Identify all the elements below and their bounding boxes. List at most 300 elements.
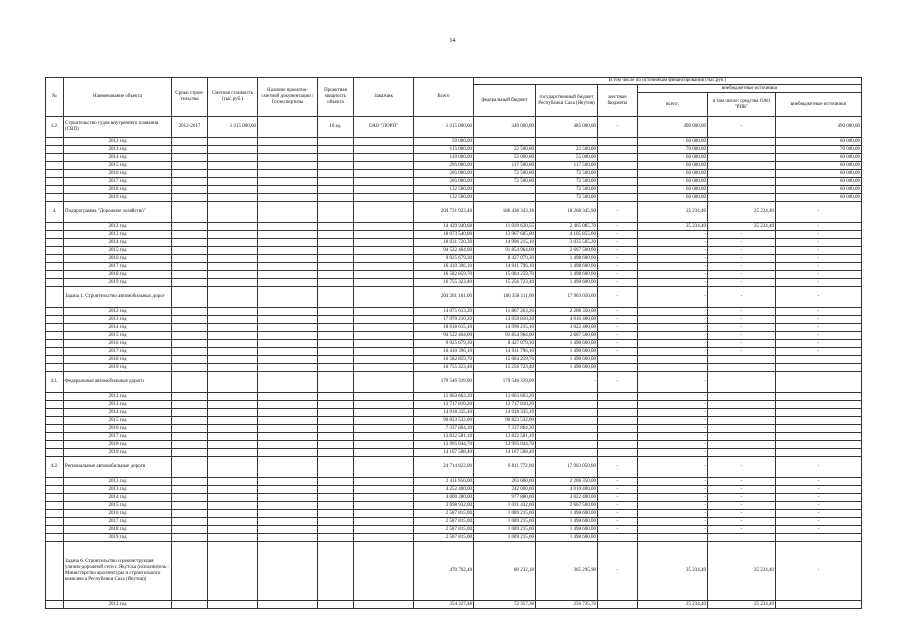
cell-rik: - [708, 518, 776, 526]
cell-oth [776, 417, 862, 425]
cell-st: 2 667 500,00 [536, 502, 598, 510]
cell-rik [708, 441, 776, 449]
cell-terms [172, 194, 208, 202]
cell-oth [776, 401, 862, 409]
cell-est [208, 441, 258, 449]
cell-ex: - [638, 287, 708, 308]
cell-st [536, 393, 598, 401]
cell-fed: 13 967 685,00 [474, 231, 536, 239]
cell-st: 1 498 600,00 [536, 356, 598, 364]
cell-ex: 70 000,00 [638, 146, 708, 154]
cell-oth: - [776, 239, 862, 247]
cell-terms [172, 263, 208, 271]
cell-name: 2013 год [64, 486, 172, 494]
cell-cap [318, 154, 354, 162]
cell-name: 2012 год [64, 478, 172, 486]
cell-oth [776, 364, 862, 372]
cell-fed: 14 167 508,40 [474, 449, 536, 457]
cell-ex: - [638, 308, 708, 316]
cell-terms [172, 526, 208, 534]
cell-terms [172, 170, 208, 178]
cell-fed: 13 822 581,10 [474, 433, 536, 441]
cell-total: 16 755 323,40 [414, 364, 474, 372]
cell-name: Задача 1. Строительство автомобильных дорог [64, 287, 172, 308]
cell-terms [172, 138, 208, 146]
cell-ex: - [638, 502, 708, 510]
cell-st: - [536, 372, 598, 393]
cell-num [46, 308, 64, 316]
cell-ex: 60 000,00 [638, 154, 708, 162]
cell-name: Региональные автомобильные дороги [64, 457, 172, 478]
cell-cust [354, 372, 414, 393]
cell-st: 1 498 600,00 [536, 510, 598, 518]
cell-fed: 11 867 263,20 [474, 308, 536, 316]
cell-est [208, 364, 258, 372]
cell-rik: - [708, 271, 776, 279]
cell-oth: - [776, 271, 862, 279]
cell-docs [258, 417, 318, 425]
cell-num [46, 146, 64, 154]
cell-total: 16 410 396,10 [414, 348, 474, 356]
cell-total: 470 762,48 [414, 542, 474, 601]
cell-ex: - [638, 332, 708, 340]
cell-total: 16 582 859,70 [414, 271, 474, 279]
cell-cap [318, 449, 354, 457]
cell-cust [354, 433, 414, 441]
cell-cust [354, 223, 414, 231]
cell-cap [318, 194, 354, 202]
cell-terms [172, 401, 208, 409]
cell-fed: 90 823 532,00 [474, 417, 536, 425]
cell-num [46, 247, 64, 255]
cell-cust [354, 332, 414, 340]
cell-ex: - [638, 478, 708, 486]
cell-loc [598, 154, 638, 162]
cell-est [208, 534, 258, 542]
cell-fed [474, 186, 536, 194]
cell-terms [172, 601, 208, 609]
cell-rik: - [708, 526, 776, 534]
cell-ex: - [638, 494, 708, 502]
cell-oth: - [776, 324, 862, 332]
cell-num [46, 316, 64, 324]
financing-table [45, 77, 862, 609]
cell-st: 2 667 500,00 [536, 247, 598, 255]
cell-loc: - [598, 324, 638, 332]
cell-name: Федеральные автомобильные дороги [64, 372, 172, 393]
cell-terms [172, 409, 208, 417]
cell-loc: - [598, 271, 638, 279]
cell-oth: - [776, 231, 862, 239]
cell-oth: - [776, 223, 862, 231]
cell-loc [598, 146, 638, 154]
cell-loc [598, 534, 638, 542]
cell-oth: 60 000,00 [776, 186, 862, 194]
cell-fed: 14 996 215,10 [474, 324, 536, 332]
cell-loc: - [598, 332, 638, 340]
cell-terms [172, 146, 208, 154]
year-row [46, 348, 862, 356]
cell-name: Строительство судов внутреннего плавания (СВП) [64, 117, 172, 138]
cell-cap [318, 409, 354, 417]
cell-cust [354, 154, 414, 162]
cell-docs [258, 364, 318, 372]
year-row [46, 393, 862, 401]
cell-loc [598, 178, 638, 186]
cell-st: 18 268 345,90 [536, 202, 598, 223]
cell-ex: - [638, 518, 708, 526]
cell-cust [354, 279, 414, 287]
cell-fed: 1 089 215,00 [474, 510, 536, 518]
cell-cust [354, 502, 414, 510]
year-row [46, 449, 862, 457]
cell-est [208, 542, 258, 601]
cell-cap [318, 542, 354, 601]
cell-loc: - [598, 247, 638, 255]
cell-st [536, 433, 598, 441]
cell-total: 14 167 508,40 [414, 449, 474, 457]
cell-rik [708, 364, 776, 372]
cell-name: 2016 год [64, 255, 172, 263]
cell-ex: - [638, 425, 708, 433]
cell-cap [318, 239, 354, 247]
cell-name: 2013 год [64, 401, 172, 409]
cell-docs [258, 117, 318, 138]
cell-total: 115 000,00 [414, 146, 474, 154]
cell-terms [172, 356, 208, 364]
cell-total: 179 546 339,00 [414, 372, 474, 393]
cell-name: 2015 год [64, 332, 172, 340]
cell-ex: 60 000,00 [638, 162, 708, 170]
cell-oth: 70 000,00 [776, 146, 862, 154]
cell-terms [172, 340, 208, 348]
cell-est [208, 393, 258, 401]
cell-cap [318, 279, 354, 287]
cell-ex: 25 234,40 [638, 601, 708, 609]
cell-name: 2012 год [64, 308, 172, 316]
cell-name: 2018 год [64, 526, 172, 534]
cell-cap [318, 601, 354, 609]
cell-docs [258, 348, 318, 356]
cell-name: 2012 год [64, 393, 172, 401]
cell-rik: - [708, 255, 776, 263]
cell-est [208, 401, 258, 409]
cell-oth [776, 534, 862, 542]
cell-total: 94 522 464,00 [414, 247, 474, 255]
cell-cust [354, 356, 414, 364]
cell-rik: 25 234,40 [708, 542, 776, 601]
cell-st: 365 295,90 [536, 542, 598, 601]
cell-st: 72 500,00 [536, 170, 598, 178]
cell-cust [354, 202, 414, 223]
cell-terms [172, 393, 208, 401]
cell-name: 2012 год [64, 223, 172, 231]
header-terms: Сроки строи-тельства [172, 78, 208, 117]
cell-est [208, 287, 258, 308]
cell-name: 2014 год [64, 409, 172, 417]
cell-fed: 179 546 339,00 [474, 372, 536, 393]
year-row [46, 340, 862, 348]
section-row [46, 457, 862, 478]
cell-st: 72 500,00 [536, 194, 598, 202]
cell-oth: 490 000,00 [776, 117, 862, 138]
cell-fed: 15 084 259,70 [474, 271, 536, 279]
section-row [46, 202, 862, 223]
cell-fed: 8 427 079,30 [474, 340, 536, 348]
cell-terms [172, 457, 208, 478]
cell-est [208, 494, 258, 502]
cell-terms [172, 478, 208, 486]
cell-rik: - [708, 117, 776, 138]
cell-rik [708, 534, 776, 542]
cell-fed: 15 256 723,40 [474, 364, 536, 372]
cell-num: 3.2. [46, 117, 64, 138]
cell-num [46, 433, 64, 441]
cell-ex: 490 000,00 [638, 117, 708, 138]
year-row [46, 417, 862, 425]
year-row [46, 162, 862, 170]
cell-st [536, 401, 598, 409]
cell-fed [474, 194, 536, 202]
year-row [46, 526, 862, 534]
cell-total: 295 000,00 [414, 162, 474, 170]
cell-oth: - [776, 279, 862, 287]
cell-fed: 14 911 796,10 [474, 348, 536, 356]
cell-ex: - [638, 393, 708, 401]
cell-fed [474, 138, 536, 146]
cell-name: 2016 год [64, 340, 172, 348]
cell-ex: - [638, 457, 708, 478]
cell-est [208, 271, 258, 279]
year-row [46, 425, 862, 433]
cell-terms [172, 162, 208, 170]
cell-terms [172, 154, 208, 162]
cell-oth [776, 393, 862, 401]
cell-num [46, 255, 64, 263]
cell-docs [258, 255, 318, 263]
cell-rik [708, 393, 776, 401]
cell-docs [258, 542, 318, 601]
cell-name: 2018 год [64, 441, 172, 449]
cell-loc [598, 409, 638, 417]
cell-loc: - [598, 510, 638, 518]
cell-ex: 60 000,00 [638, 186, 708, 194]
cell-total: 110 000,00 [414, 154, 474, 162]
cell-cap [318, 510, 354, 518]
cell-fed: 55 000,00 [474, 154, 536, 162]
cell-est [208, 526, 258, 534]
cell-docs [258, 502, 318, 510]
cell-st: 1 498 600,00 [536, 340, 598, 348]
cell-est [208, 486, 258, 494]
cell-name: 2015 год [64, 502, 172, 510]
cell-num [46, 518, 64, 526]
cell-cap [318, 271, 354, 279]
cell-cap: 10 ед. [318, 117, 354, 138]
cell-rik: 25 234,40 [708, 601, 776, 609]
cell-name: 2013 год [64, 146, 172, 154]
cell-terms [172, 255, 208, 263]
cell-cust [354, 170, 414, 178]
cell-loc: - [598, 117, 638, 138]
cell-ex: - [638, 263, 708, 271]
cell-total: 14 429 940,68 [414, 223, 474, 231]
cell-total: 9 925 679,30 [414, 255, 474, 263]
cell-terms [172, 502, 208, 510]
cell-cust [354, 401, 414, 409]
cell-fed: 14 996 215,10 [474, 239, 536, 247]
cell-docs [258, 138, 318, 146]
cell-oth: - [776, 202, 862, 223]
cell-fed: 242 000,00 [474, 486, 536, 494]
cell-oth [776, 356, 862, 364]
cell-cap [318, 340, 354, 348]
cell-total: 17 970 210,20 [414, 316, 474, 324]
cell-cust [354, 534, 414, 542]
cell-rik: - [708, 510, 776, 518]
cell-est [208, 417, 258, 425]
cell-rik [708, 409, 776, 417]
cell-cust [354, 364, 414, 372]
cell-cap [318, 502, 354, 510]
cell-name: 2019 год [64, 534, 172, 542]
cell-cust [354, 287, 414, 308]
cell-cust [354, 255, 414, 263]
cell-cust [354, 138, 414, 146]
cell-loc [598, 170, 638, 178]
year-row [46, 194, 862, 202]
year-row [46, 316, 862, 324]
cell-cap [318, 518, 354, 526]
section-row [46, 287, 862, 308]
cell-cust [354, 449, 414, 457]
cell-cust [354, 146, 414, 154]
cell-oth: 60 000,00 [776, 178, 862, 186]
cell-num [46, 186, 64, 194]
cell-cap [318, 401, 354, 409]
cell-name: 2019 год [64, 364, 172, 372]
cell-total: 24 714 822,00 [414, 457, 474, 478]
year-row [46, 308, 862, 316]
cell-docs [258, 271, 318, 279]
cell-docs [258, 433, 318, 441]
year-row [46, 510, 862, 518]
cell-num [46, 534, 64, 542]
cell-docs [258, 340, 318, 348]
cell-cust [354, 510, 414, 518]
cell-docs [258, 186, 318, 194]
cell-loc: - [598, 457, 638, 478]
cell-total: 13 995 044,70 [414, 441, 474, 449]
cell-rik: - [708, 494, 776, 502]
cell-total: 7 337 864,30 [414, 425, 474, 433]
cell-fed: 1 089 215,00 [474, 534, 536, 542]
cell-est [208, 154, 258, 162]
cell-loc: - [598, 372, 638, 393]
cell-num [46, 279, 64, 287]
header-extra-group: внебюджетные источники [638, 85, 862, 93]
cell-st: 22 500,00 [536, 146, 598, 154]
cell-fed: 22 500,00 [474, 146, 536, 154]
cell-num [46, 223, 64, 231]
cell-docs [258, 308, 318, 316]
cell-num [46, 340, 64, 348]
cell-cap [318, 138, 354, 146]
cell-st: 3 022 400,00 [536, 324, 598, 332]
cell-ex: 25 234,40 [638, 223, 708, 231]
cell-cap [318, 348, 354, 356]
cell-docs [258, 178, 318, 186]
cell-cap [318, 162, 354, 170]
cell-total: 18 031 720,30 [414, 239, 474, 247]
cell-cust [354, 478, 414, 486]
cell-num [46, 417, 64, 425]
cell-cap [318, 478, 354, 486]
cell-est [208, 518, 258, 526]
cell-st: 3 022 400,00 [536, 494, 598, 502]
cell-cap [318, 231, 354, 239]
year-row [46, 178, 862, 186]
cell-cust [354, 494, 414, 502]
cell-num [46, 348, 64, 356]
cell-terms [172, 542, 208, 601]
cell-fed: 15 084 259,70 [474, 356, 536, 364]
cell-est [208, 178, 258, 186]
year-row [46, 231, 862, 239]
cell-st [536, 138, 598, 146]
cell-num [46, 502, 64, 510]
year-row [46, 279, 862, 287]
cell-num [46, 332, 64, 340]
cell-num [46, 239, 64, 247]
cell-total: 13 717 810,20 [414, 401, 474, 409]
cell-fed: 13 995 044,70 [474, 441, 536, 449]
cell-cust [354, 425, 414, 433]
cell-num [46, 178, 64, 186]
header-customer: Заказчик [354, 78, 414, 117]
cell-docs [258, 332, 318, 340]
cell-est [208, 170, 258, 178]
cell-est [208, 348, 258, 356]
cell-loc [598, 138, 638, 146]
header-docs: Наличие проектно-сметной документации / Госэкспертизы [258, 78, 318, 117]
cell-st: 1 498 600,00 [536, 364, 598, 372]
cell-oth: - [776, 348, 862, 356]
cell-cap [318, 247, 354, 255]
cell-est [208, 332, 258, 340]
cell-rik [708, 356, 776, 364]
cell-name: 2014 год [64, 324, 172, 332]
cell-total: 132 500,00 [414, 194, 474, 202]
cell-cap [318, 324, 354, 332]
cell-total: 18 018 615,10 [414, 324, 474, 332]
year-row [46, 263, 862, 271]
cell-docs [258, 425, 318, 433]
cell-est [208, 255, 258, 263]
cell-ex: - [638, 348, 708, 356]
cell-num [46, 271, 64, 279]
cell-est [208, 308, 258, 316]
cell-terms [172, 441, 208, 449]
cell-est [208, 247, 258, 255]
cell-oth: 60 000,00 [776, 154, 862, 162]
cell-oth [776, 441, 862, 449]
cell-est [208, 425, 258, 433]
cell-total: 90 823 532,00 [414, 417, 474, 425]
cell-st: 485 000,00 [536, 117, 598, 138]
cell-ex: - [638, 239, 708, 247]
cell-total: 205 000,00 [414, 178, 474, 186]
